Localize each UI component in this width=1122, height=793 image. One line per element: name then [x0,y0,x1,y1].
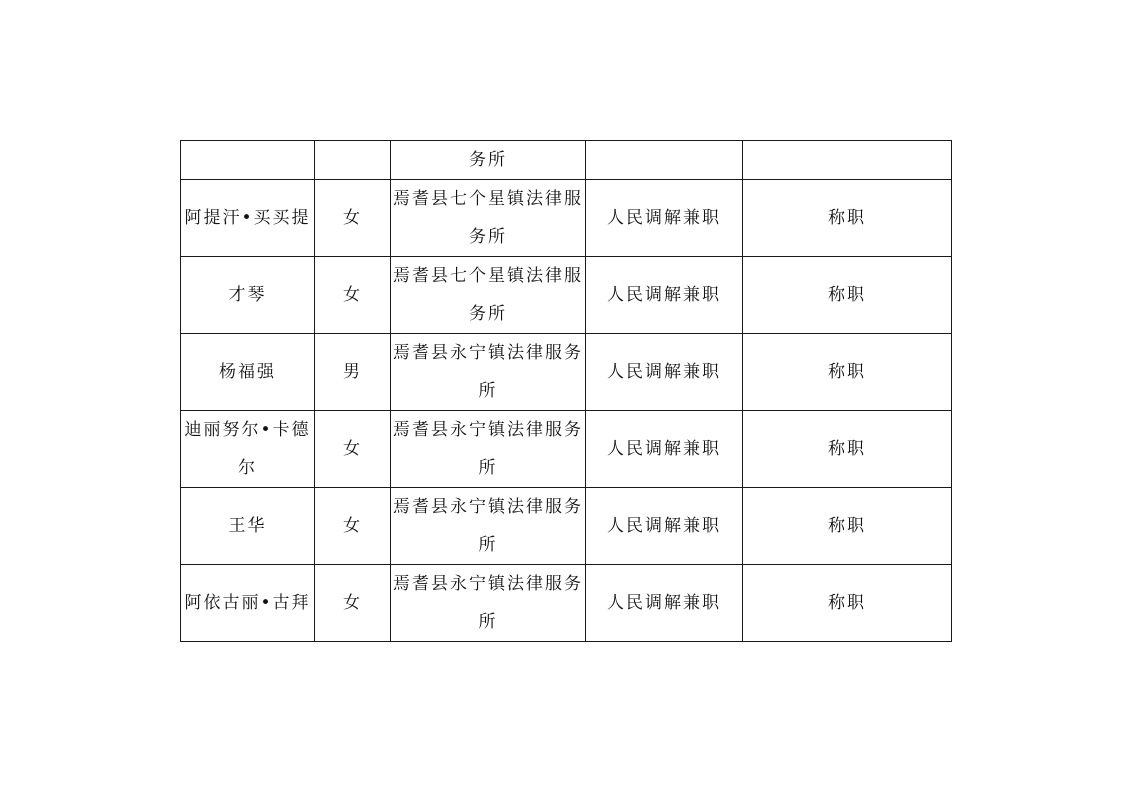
gender-cell: 女 [315,411,391,488]
position-cell: 人民调解兼职 [586,334,743,411]
table-row-continued [181,141,952,180]
table-row [181,257,952,334]
gender-cell: 男 [315,334,391,411]
evaluation-cell: 称职 [743,180,952,257]
table-row [181,565,952,642]
organization-cell: 焉耆县永宁镇法律服务所 [391,411,586,488]
position-cell: 人民调解兼职 [586,180,743,257]
position-cell: 人民调解兼职 [586,565,743,642]
name-cell: 才琴 [181,257,315,334]
table-row [181,488,952,565]
name-cell [181,141,315,180]
gender-cell [315,141,391,180]
gender-cell: 女 [315,257,391,334]
name-cell: 阿依古丽•古拜 [181,565,315,642]
position-cell: 人民调解兼职 [586,488,743,565]
name-cell: 杨福强 [181,334,315,411]
organization-cell: 焉耆县七个星镇法律服务所 [391,257,586,334]
evaluation-cell: 称职 [743,488,952,565]
evaluation-cell: 称职 [743,257,952,334]
name-cell: 迪丽努尔•卡德尔 [181,411,315,488]
organization-cell: 焉耆县永宁镇法律服务所 [391,334,586,411]
table-row [181,411,952,488]
position-cell [586,141,743,180]
table-row [181,180,952,257]
evaluation-cell: 称职 [743,334,952,411]
mediator-roster-table [180,140,952,642]
evaluation-cell: 称职 [743,565,952,642]
position-cell: 人民调解兼职 [586,257,743,334]
organization-cell: 务所 [391,141,586,180]
evaluation-cell [743,141,952,180]
organization-cell: 焉耆县七个星镇法律服务所 [391,180,586,257]
name-cell: 王华 [181,488,315,565]
name-cell: 阿提汗•买买提 [181,180,315,257]
gender-cell: 女 [315,180,391,257]
organization-cell: 焉耆县永宁镇法律服务所 [391,488,586,565]
gender-cell: 女 [315,488,391,565]
organization-cell: 焉耆县永宁镇法律服务所 [391,565,586,642]
evaluation-cell: 称职 [743,411,952,488]
position-cell: 人民调解兼职 [586,411,743,488]
table-row [181,334,952,411]
gender-cell: 女 [315,565,391,642]
